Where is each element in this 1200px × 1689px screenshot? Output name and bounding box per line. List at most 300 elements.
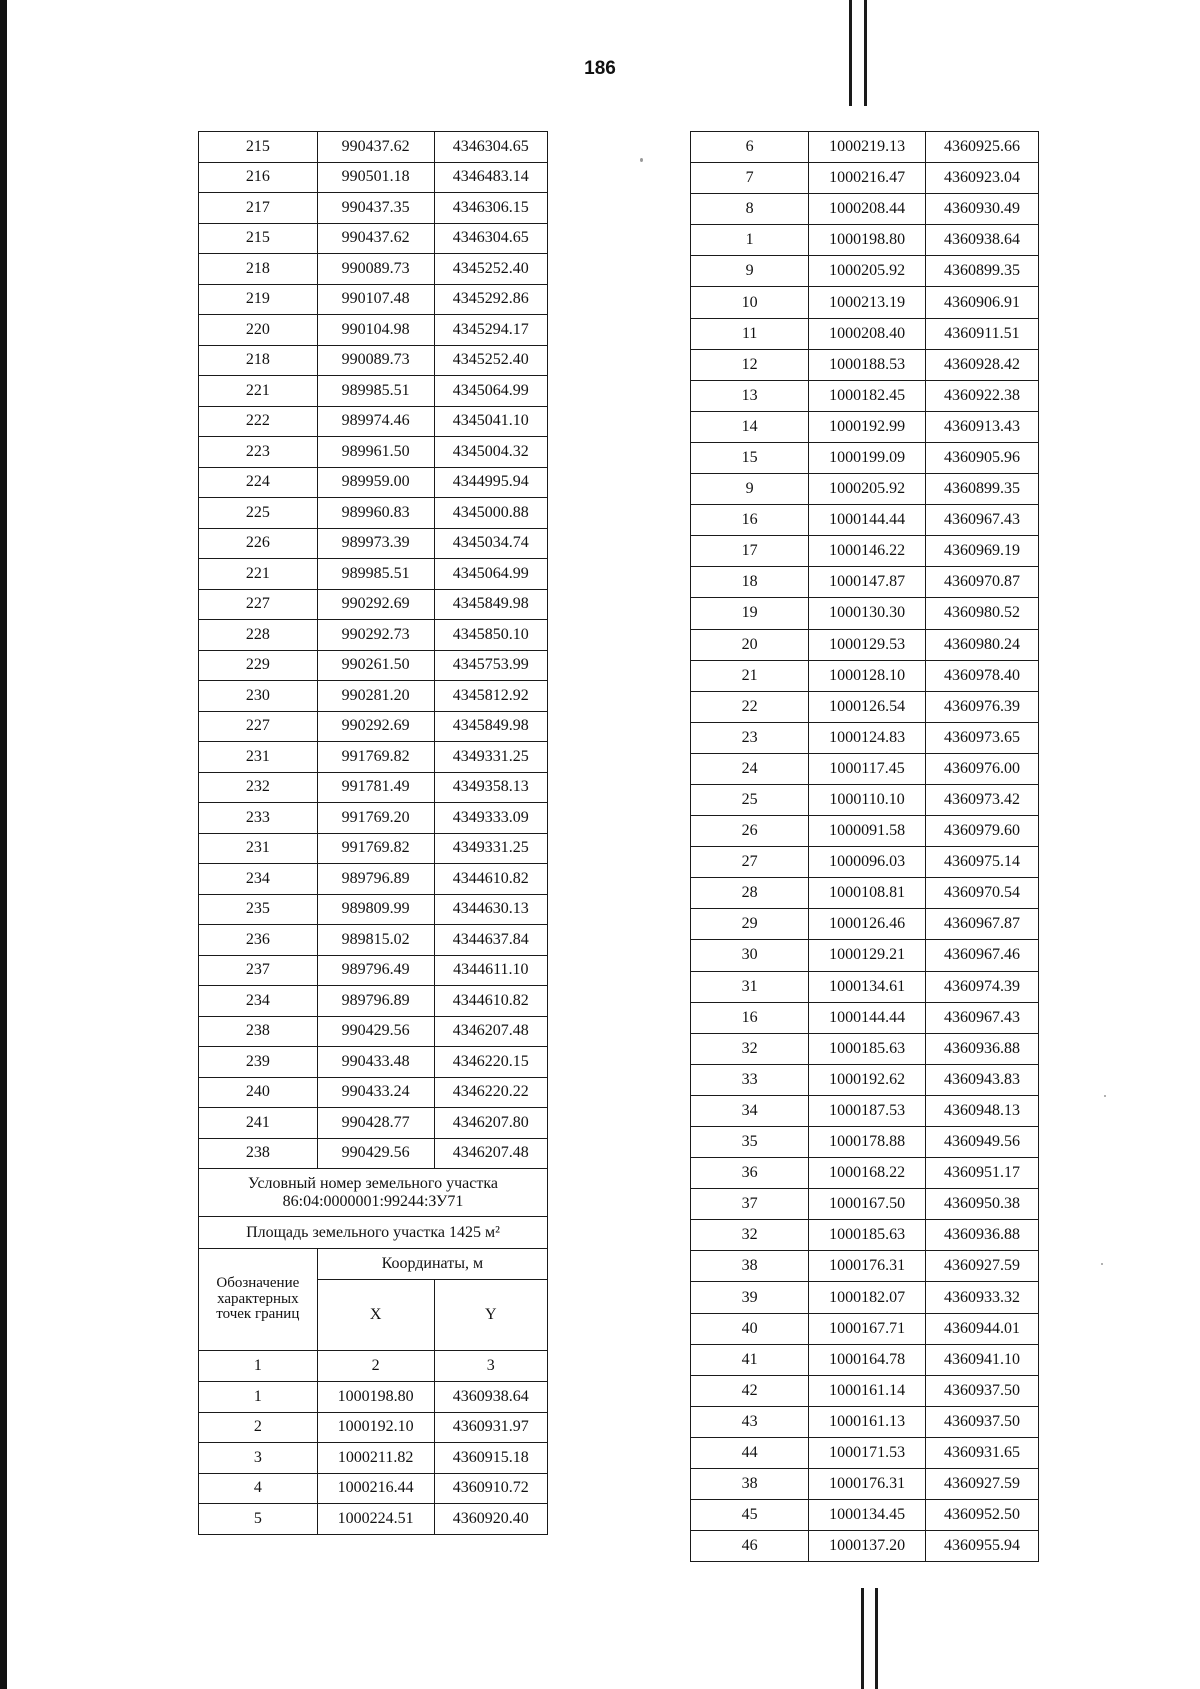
table-row	[199, 742, 548, 773]
point-number-cell: 39	[691, 1282, 809, 1313]
y-coordinate-cell: 4360967.43	[925, 505, 1038, 536]
x-coordinate-cell: 1000110.10	[809, 784, 926, 815]
x-coordinate-cell: 1000161.14	[809, 1375, 926, 1406]
y-coordinate-cell: 4360951.17	[925, 1158, 1038, 1189]
point-number-cell: 46	[691, 1531, 809, 1562]
y-coordinate-cell: 4360911.51	[925, 318, 1038, 349]
cadastral-number-cell	[199, 1169, 548, 1217]
table-row	[691, 287, 1039, 318]
binding-mark-top-1	[849, 0, 852, 106]
point-number-cell: 232	[199, 772, 318, 803]
y-coordinate-cell: 4360920.40	[434, 1504, 547, 1535]
table-row	[199, 559, 548, 590]
coordinates-table-left	[198, 131, 548, 1535]
point-number-cell: 15	[691, 442, 809, 473]
y-coordinate-cell: 4345849.98	[434, 589, 547, 620]
y-coordinate-cell: 4360937.50	[925, 1375, 1038, 1406]
y-coordinate-cell: 4345041.10	[434, 406, 547, 437]
y-coordinate-cell: 4360913.43	[925, 411, 1038, 442]
point-number-cell: 40	[691, 1313, 809, 1344]
x-coordinate-cell: 989796.49	[317, 955, 434, 986]
table-row	[199, 894, 548, 925]
point-number-cell: 27	[691, 847, 809, 878]
point-number-cell: 4	[199, 1473, 318, 1504]
x-coordinate-cell: 991781.49	[317, 772, 434, 803]
point-number-cell: 219	[199, 284, 318, 315]
point-number-cell: 11	[691, 318, 809, 349]
x-coordinate-cell: 1000216.44	[317, 1473, 434, 1504]
point-number-cell: 3	[199, 1443, 318, 1474]
table-row	[691, 598, 1039, 629]
y-coordinate-cell: 4360910.72	[434, 1473, 547, 1504]
point-number-cell: 221	[199, 376, 318, 407]
point-number-cell: 29	[691, 909, 809, 940]
table-row	[691, 1251, 1039, 1282]
y-coordinate-cell: 4360933.32	[925, 1282, 1038, 1313]
table-row	[691, 1313, 1039, 1344]
table-row	[691, 1002, 1039, 1033]
x-coordinate-cell: 1000137.20	[809, 1531, 926, 1562]
point-number-cell: 234	[199, 864, 318, 895]
point-number-cell: 228	[199, 620, 318, 651]
table-row	[199, 986, 548, 1017]
x-coordinate-cell: 1000167.71	[809, 1313, 926, 1344]
point-number-cell: 239	[199, 1047, 318, 1078]
point-number-cell: 227	[199, 711, 318, 742]
table-row	[691, 660, 1039, 691]
x-coordinate-cell: 1000171.53	[809, 1437, 926, 1468]
table-row	[199, 589, 548, 620]
binding-mark-top-2	[864, 0, 867, 106]
y-coordinate-cell: 4345034.74	[434, 528, 547, 559]
point-number-cell: 7	[691, 163, 809, 194]
column-index-cell: 2	[317, 1351, 434, 1382]
header-coordinates-label: Координаты, м	[317, 1249, 547, 1280]
y-coordinate-cell: 4346304.65	[434, 223, 547, 254]
coordinates-table-right	[690, 131, 1039, 1562]
point-number-cell: 16	[691, 1002, 809, 1033]
table-row	[199, 1504, 548, 1535]
point-number-cell: 12	[691, 349, 809, 380]
table-row	[691, 380, 1039, 411]
x-coordinate-cell: 990437.62	[317, 132, 434, 163]
x-coordinate-cell: 991769.82	[317, 833, 434, 864]
table-row	[199, 711, 548, 742]
x-coordinate-cell: 1000205.92	[809, 256, 926, 287]
cadastral-number-row	[199, 1169, 548, 1217]
point-number-cell: 16	[691, 505, 809, 536]
point-number-cell: 238	[199, 1138, 318, 1169]
x-coordinate-cell: 991769.20	[317, 803, 434, 834]
x-coordinate-cell: 1000134.61	[809, 971, 926, 1002]
table-row	[691, 878, 1039, 909]
y-coordinate-cell: 4360937.50	[925, 1406, 1038, 1437]
table-row	[691, 194, 1039, 225]
point-number-cell: 35	[691, 1127, 809, 1158]
y-coordinate-cell: 4345294.17	[434, 315, 547, 346]
table-row	[199, 284, 548, 315]
y-coordinate-cell: 4360899.35	[925, 474, 1038, 505]
x-coordinate-cell: 1000192.10	[317, 1412, 434, 1443]
x-coordinate-cell: 990292.69	[317, 589, 434, 620]
table-row	[691, 971, 1039, 1002]
x-coordinate-cell: 990433.24	[317, 1077, 434, 1108]
x-coordinate-cell: 990281.20	[317, 681, 434, 712]
x-coordinate-cell: 1000216.47	[809, 163, 926, 194]
y-coordinate-cell: 4345753.99	[434, 650, 547, 681]
y-coordinate-cell: 4346304.65	[434, 132, 547, 163]
table-row	[691, 784, 1039, 815]
table-header-row	[199, 1249, 548, 1280]
table-row	[199, 803, 548, 834]
y-coordinate-cell: 4360931.65	[925, 1437, 1038, 1468]
header-points-label: Обозначение характерных точек границ	[199, 1249, 318, 1351]
x-coordinate-cell: 1000164.78	[809, 1344, 926, 1375]
table-row	[691, 816, 1039, 847]
x-coordinate-cell: 989974.46	[317, 406, 434, 437]
x-coordinate-cell: 990292.73	[317, 620, 434, 651]
x-coordinate-cell: 989985.51	[317, 376, 434, 407]
point-number-cell: 240	[199, 1077, 318, 1108]
x-coordinate-cell: 989815.02	[317, 925, 434, 956]
x-coordinate-cell: 989796.89	[317, 864, 434, 895]
plot-area-row	[199, 1217, 548, 1249]
y-coordinate-cell: 4360938.64	[434, 1382, 547, 1413]
y-coordinate-cell: 4360922.38	[925, 380, 1038, 411]
x-coordinate-cell: 1000146.22	[809, 536, 926, 567]
y-coordinate-cell: 4360927.59	[925, 1251, 1038, 1282]
y-coordinate-cell: 4360952.50	[925, 1500, 1038, 1531]
point-number-cell: 231	[199, 833, 318, 864]
table-row	[691, 411, 1039, 442]
x-coordinate-cell: 989961.50	[317, 437, 434, 468]
table-row	[691, 1158, 1039, 1189]
y-coordinate-cell: 4360931.97	[434, 1412, 547, 1443]
point-number-cell: 42	[691, 1375, 809, 1406]
x-coordinate-cell: 1000188.53	[809, 349, 926, 380]
point-number-cell: 1	[199, 1382, 318, 1413]
point-number-cell: 44	[691, 1437, 809, 1468]
column-index-cell: 1	[199, 1351, 318, 1382]
y-coordinate-cell: 4360973.42	[925, 784, 1038, 815]
point-number-cell: 25	[691, 784, 809, 815]
table-row	[691, 442, 1039, 473]
cadastral-number-value: 86:04:0000001:99244:ЗУ71	[282, 1192, 464, 1210]
table-row	[691, 256, 1039, 287]
table-row	[691, 1500, 1039, 1531]
y-coordinate-cell: 4349333.09	[434, 803, 547, 834]
point-number-cell: 34	[691, 1095, 809, 1126]
y-coordinate-cell: 4360969.19	[925, 536, 1038, 567]
point-number-cell: 33	[691, 1064, 809, 1095]
point-number-cell: 218	[199, 345, 318, 376]
point-number-cell: 32	[691, 1033, 809, 1064]
table-row	[691, 1406, 1039, 1437]
table-row	[199, 620, 548, 651]
table-row	[199, 925, 548, 956]
scan-edge-left	[0, 0, 7, 1689]
x-coordinate-cell: 1000185.63	[809, 1220, 926, 1251]
point-number-cell: 23	[691, 722, 809, 753]
table-row	[691, 1189, 1039, 1220]
point-number-cell: 31	[691, 971, 809, 1002]
y-coordinate-cell: 4360979.60	[925, 816, 1038, 847]
y-coordinate-cell: 4360928.42	[925, 349, 1038, 380]
table-row	[691, 1437, 1039, 1468]
point-number-cell: 36	[691, 1158, 809, 1189]
x-coordinate-cell: 990104.98	[317, 315, 434, 346]
y-coordinate-cell: 4360905.96	[925, 442, 1038, 473]
point-number-cell: 8	[691, 194, 809, 225]
point-number-cell: 215	[199, 132, 318, 163]
table-row	[691, 1531, 1039, 1562]
table-row	[199, 1443, 548, 1474]
point-number-cell: 21	[691, 660, 809, 691]
y-coordinate-cell: 4360955.94	[925, 1531, 1038, 1562]
y-coordinate-cell: 4360906.91	[925, 287, 1038, 318]
y-coordinate-cell: 4345064.99	[434, 559, 547, 590]
point-number-cell: 224	[199, 467, 318, 498]
x-coordinate-cell: 1000144.44	[809, 505, 926, 536]
x-coordinate-cell: 1000128.10	[809, 660, 926, 691]
x-coordinate-cell: 1000124.83	[809, 722, 926, 753]
point-number-cell: 43	[691, 1406, 809, 1437]
table-row	[691, 847, 1039, 878]
y-coordinate-cell: 4360927.59	[925, 1469, 1038, 1500]
table-row	[199, 681, 548, 712]
table-row	[691, 1064, 1039, 1095]
y-coordinate-cell: 4360980.52	[925, 598, 1038, 629]
table-row	[199, 254, 548, 285]
x-coordinate-cell: 1000198.80	[809, 225, 926, 256]
x-coordinate-cell: 990433.48	[317, 1047, 434, 1078]
y-coordinate-cell: 4360950.38	[925, 1189, 1038, 1220]
point-number-cell: 229	[199, 650, 318, 681]
y-coordinate-cell: 4346220.15	[434, 1047, 547, 1078]
point-number-cell: 241	[199, 1108, 318, 1139]
y-coordinate-cell: 4346207.48	[434, 1016, 547, 1047]
point-number-cell: 227	[199, 589, 318, 620]
table-row	[691, 1095, 1039, 1126]
y-coordinate-cell: 4346483.14	[434, 162, 547, 193]
x-coordinate-cell: 1000182.45	[809, 380, 926, 411]
scan-speck	[1101, 1263, 1103, 1265]
y-coordinate-cell: 4346220.22	[434, 1077, 547, 1108]
x-coordinate-cell: 990089.73	[317, 254, 434, 285]
table-row	[691, 1375, 1039, 1406]
x-coordinate-cell: 1000205.92	[809, 474, 926, 505]
x-coordinate-cell: 1000208.40	[809, 318, 926, 349]
table-row	[691, 940, 1039, 971]
x-coordinate-cell: 989796.89	[317, 986, 434, 1017]
table-row	[199, 132, 548, 163]
table-row	[199, 345, 548, 376]
point-number-cell: 38	[691, 1251, 809, 1282]
table-row	[199, 193, 548, 224]
point-number-cell: 18	[691, 567, 809, 598]
point-number-cell: 6	[691, 132, 809, 163]
y-coordinate-cell: 4360976.39	[925, 691, 1038, 722]
x-coordinate-cell: 1000182.07	[809, 1282, 926, 1313]
point-number-cell: 233	[199, 803, 318, 834]
table-row	[199, 498, 548, 529]
binding-mark-bottom-2	[875, 1588, 878, 1689]
y-coordinate-cell: 4345252.40	[434, 345, 547, 376]
table-row	[199, 1138, 548, 1169]
x-coordinate-cell: 989809.99	[317, 894, 434, 925]
x-coordinate-cell: 990437.62	[317, 223, 434, 254]
point-number-cell: 24	[691, 753, 809, 784]
x-coordinate-cell: 1000167.50	[809, 1189, 926, 1220]
table-row	[199, 772, 548, 803]
table-row	[199, 528, 548, 559]
x-coordinate-cell: 1000096.03	[809, 847, 926, 878]
y-coordinate-cell: 4360976.00	[925, 753, 1038, 784]
y-coordinate-cell: 4360970.87	[925, 567, 1038, 598]
y-coordinate-cell: 4345292.86	[434, 284, 547, 315]
x-coordinate-cell: 1000144.44	[809, 1002, 926, 1033]
x-coordinate-cell: 1000126.54	[809, 691, 926, 722]
y-coordinate-cell: 4360944.01	[925, 1313, 1038, 1344]
point-number-cell: 218	[199, 254, 318, 285]
x-coordinate-cell: 1000126.46	[809, 909, 926, 940]
table-row	[691, 474, 1039, 505]
table-row	[691, 132, 1039, 163]
plot-area-cell: Площадь земельного участка 1425 м²	[199, 1217, 548, 1249]
y-coordinate-cell: 4360949.56	[925, 1127, 1038, 1158]
table-row	[691, 1282, 1039, 1313]
column-index-cell: 3	[434, 1351, 547, 1382]
table-row	[691, 505, 1039, 536]
x-coordinate-cell: 989985.51	[317, 559, 434, 590]
point-number-cell: 231	[199, 742, 318, 773]
point-number-cell: 22	[691, 691, 809, 722]
y-coordinate-cell: 4360978.40	[925, 660, 1038, 691]
y-coordinate-cell: 4360943.83	[925, 1064, 1038, 1095]
table-row	[199, 315, 548, 346]
point-number-cell: 14	[691, 411, 809, 442]
header-y-label: Y	[434, 1280, 547, 1351]
x-coordinate-cell: 1000117.45	[809, 753, 926, 784]
table-row	[199, 376, 548, 407]
point-number-cell: 32	[691, 1220, 809, 1251]
table-row	[199, 437, 548, 468]
x-coordinate-cell: 990089.73	[317, 345, 434, 376]
scan-speck	[1104, 1095, 1106, 1097]
point-number-cell: 238	[199, 1016, 318, 1047]
table-row	[199, 223, 548, 254]
header-x-label: X	[317, 1280, 434, 1351]
point-number-cell: 2	[199, 1412, 318, 1443]
x-coordinate-cell: 991769.82	[317, 742, 434, 773]
table-row	[691, 1033, 1039, 1064]
x-coordinate-cell: 1000211.82	[317, 1443, 434, 1474]
x-coordinate-cell: 1000147.87	[809, 567, 926, 598]
point-number-cell: 222	[199, 406, 318, 437]
y-coordinate-cell: 4360967.46	[925, 940, 1038, 971]
point-number-cell: 26	[691, 816, 809, 847]
point-number-cell: 220	[199, 315, 318, 346]
point-number-cell: 235	[199, 894, 318, 925]
table-row	[199, 406, 548, 437]
x-coordinate-cell: 989959.00	[317, 467, 434, 498]
x-coordinate-cell: 990428.77	[317, 1108, 434, 1139]
y-coordinate-cell: 4346207.48	[434, 1138, 547, 1169]
table-row	[199, 467, 548, 498]
y-coordinate-cell: 4346207.80	[434, 1108, 547, 1139]
table-row	[691, 318, 1039, 349]
y-coordinate-cell: 4360967.43	[925, 1002, 1038, 1033]
x-coordinate-cell: 1000213.19	[809, 287, 926, 318]
y-coordinate-cell: 4360938.64	[925, 225, 1038, 256]
x-coordinate-cell: 990501.18	[317, 162, 434, 193]
y-coordinate-cell: 4360941.10	[925, 1344, 1038, 1375]
table-row	[199, 1108, 548, 1139]
table-row	[691, 722, 1039, 753]
y-coordinate-cell: 4346306.15	[434, 193, 547, 224]
y-coordinate-cell: 4345252.40	[434, 254, 547, 285]
point-number-cell: 30	[691, 940, 809, 971]
point-number-cell: 13	[691, 380, 809, 411]
point-number-cell: 226	[199, 528, 318, 559]
x-coordinate-cell: 990292.69	[317, 711, 434, 742]
x-coordinate-cell: 1000198.80	[317, 1382, 434, 1413]
table-row	[199, 1016, 548, 1047]
x-coordinate-cell: 990107.48	[317, 284, 434, 315]
table-row	[691, 349, 1039, 380]
x-coordinate-cell: 990429.56	[317, 1016, 434, 1047]
point-number-cell: 234	[199, 986, 318, 1017]
table-row	[199, 1412, 548, 1443]
column-index-row	[199, 1351, 548, 1382]
table-row	[199, 1047, 548, 1078]
y-coordinate-cell: 4360975.14	[925, 847, 1038, 878]
y-coordinate-cell: 4345004.32	[434, 437, 547, 468]
y-coordinate-cell: 4360974.39	[925, 971, 1038, 1002]
point-number-cell: 28	[691, 878, 809, 909]
y-coordinate-cell: 4345064.99	[434, 376, 547, 407]
y-coordinate-cell: 4349331.25	[434, 833, 547, 864]
x-coordinate-cell: 1000192.99	[809, 411, 926, 442]
x-coordinate-cell: 1000129.21	[809, 940, 926, 971]
point-number-cell: 5	[199, 1504, 318, 1535]
point-number-cell: 37	[691, 1189, 809, 1220]
x-coordinate-cell: 1000091.58	[809, 816, 926, 847]
table-row	[199, 864, 548, 895]
x-coordinate-cell: 1000176.31	[809, 1251, 926, 1282]
table-row	[691, 536, 1039, 567]
table-row	[199, 650, 548, 681]
table-row	[691, 1220, 1039, 1251]
x-coordinate-cell: 989973.39	[317, 528, 434, 559]
table-row	[691, 691, 1039, 722]
point-number-cell: 221	[199, 559, 318, 590]
table-row	[691, 1127, 1039, 1158]
point-number-cell: 225	[199, 498, 318, 529]
table-row	[691, 163, 1039, 194]
y-coordinate-cell: 4345849.98	[434, 711, 547, 742]
table-row	[199, 1382, 548, 1413]
page-number: 186	[584, 58, 616, 79]
x-coordinate-cell: 990261.50	[317, 650, 434, 681]
x-coordinate-cell: 1000168.22	[809, 1158, 926, 1189]
table-row	[691, 1344, 1039, 1375]
y-coordinate-cell: 4349331.25	[434, 742, 547, 773]
point-number-cell: 9	[691, 474, 809, 505]
x-coordinate-cell: 1000219.13	[809, 132, 926, 163]
y-coordinate-cell: 4349358.13	[434, 772, 547, 803]
x-coordinate-cell: 1000185.63	[809, 1033, 926, 1064]
